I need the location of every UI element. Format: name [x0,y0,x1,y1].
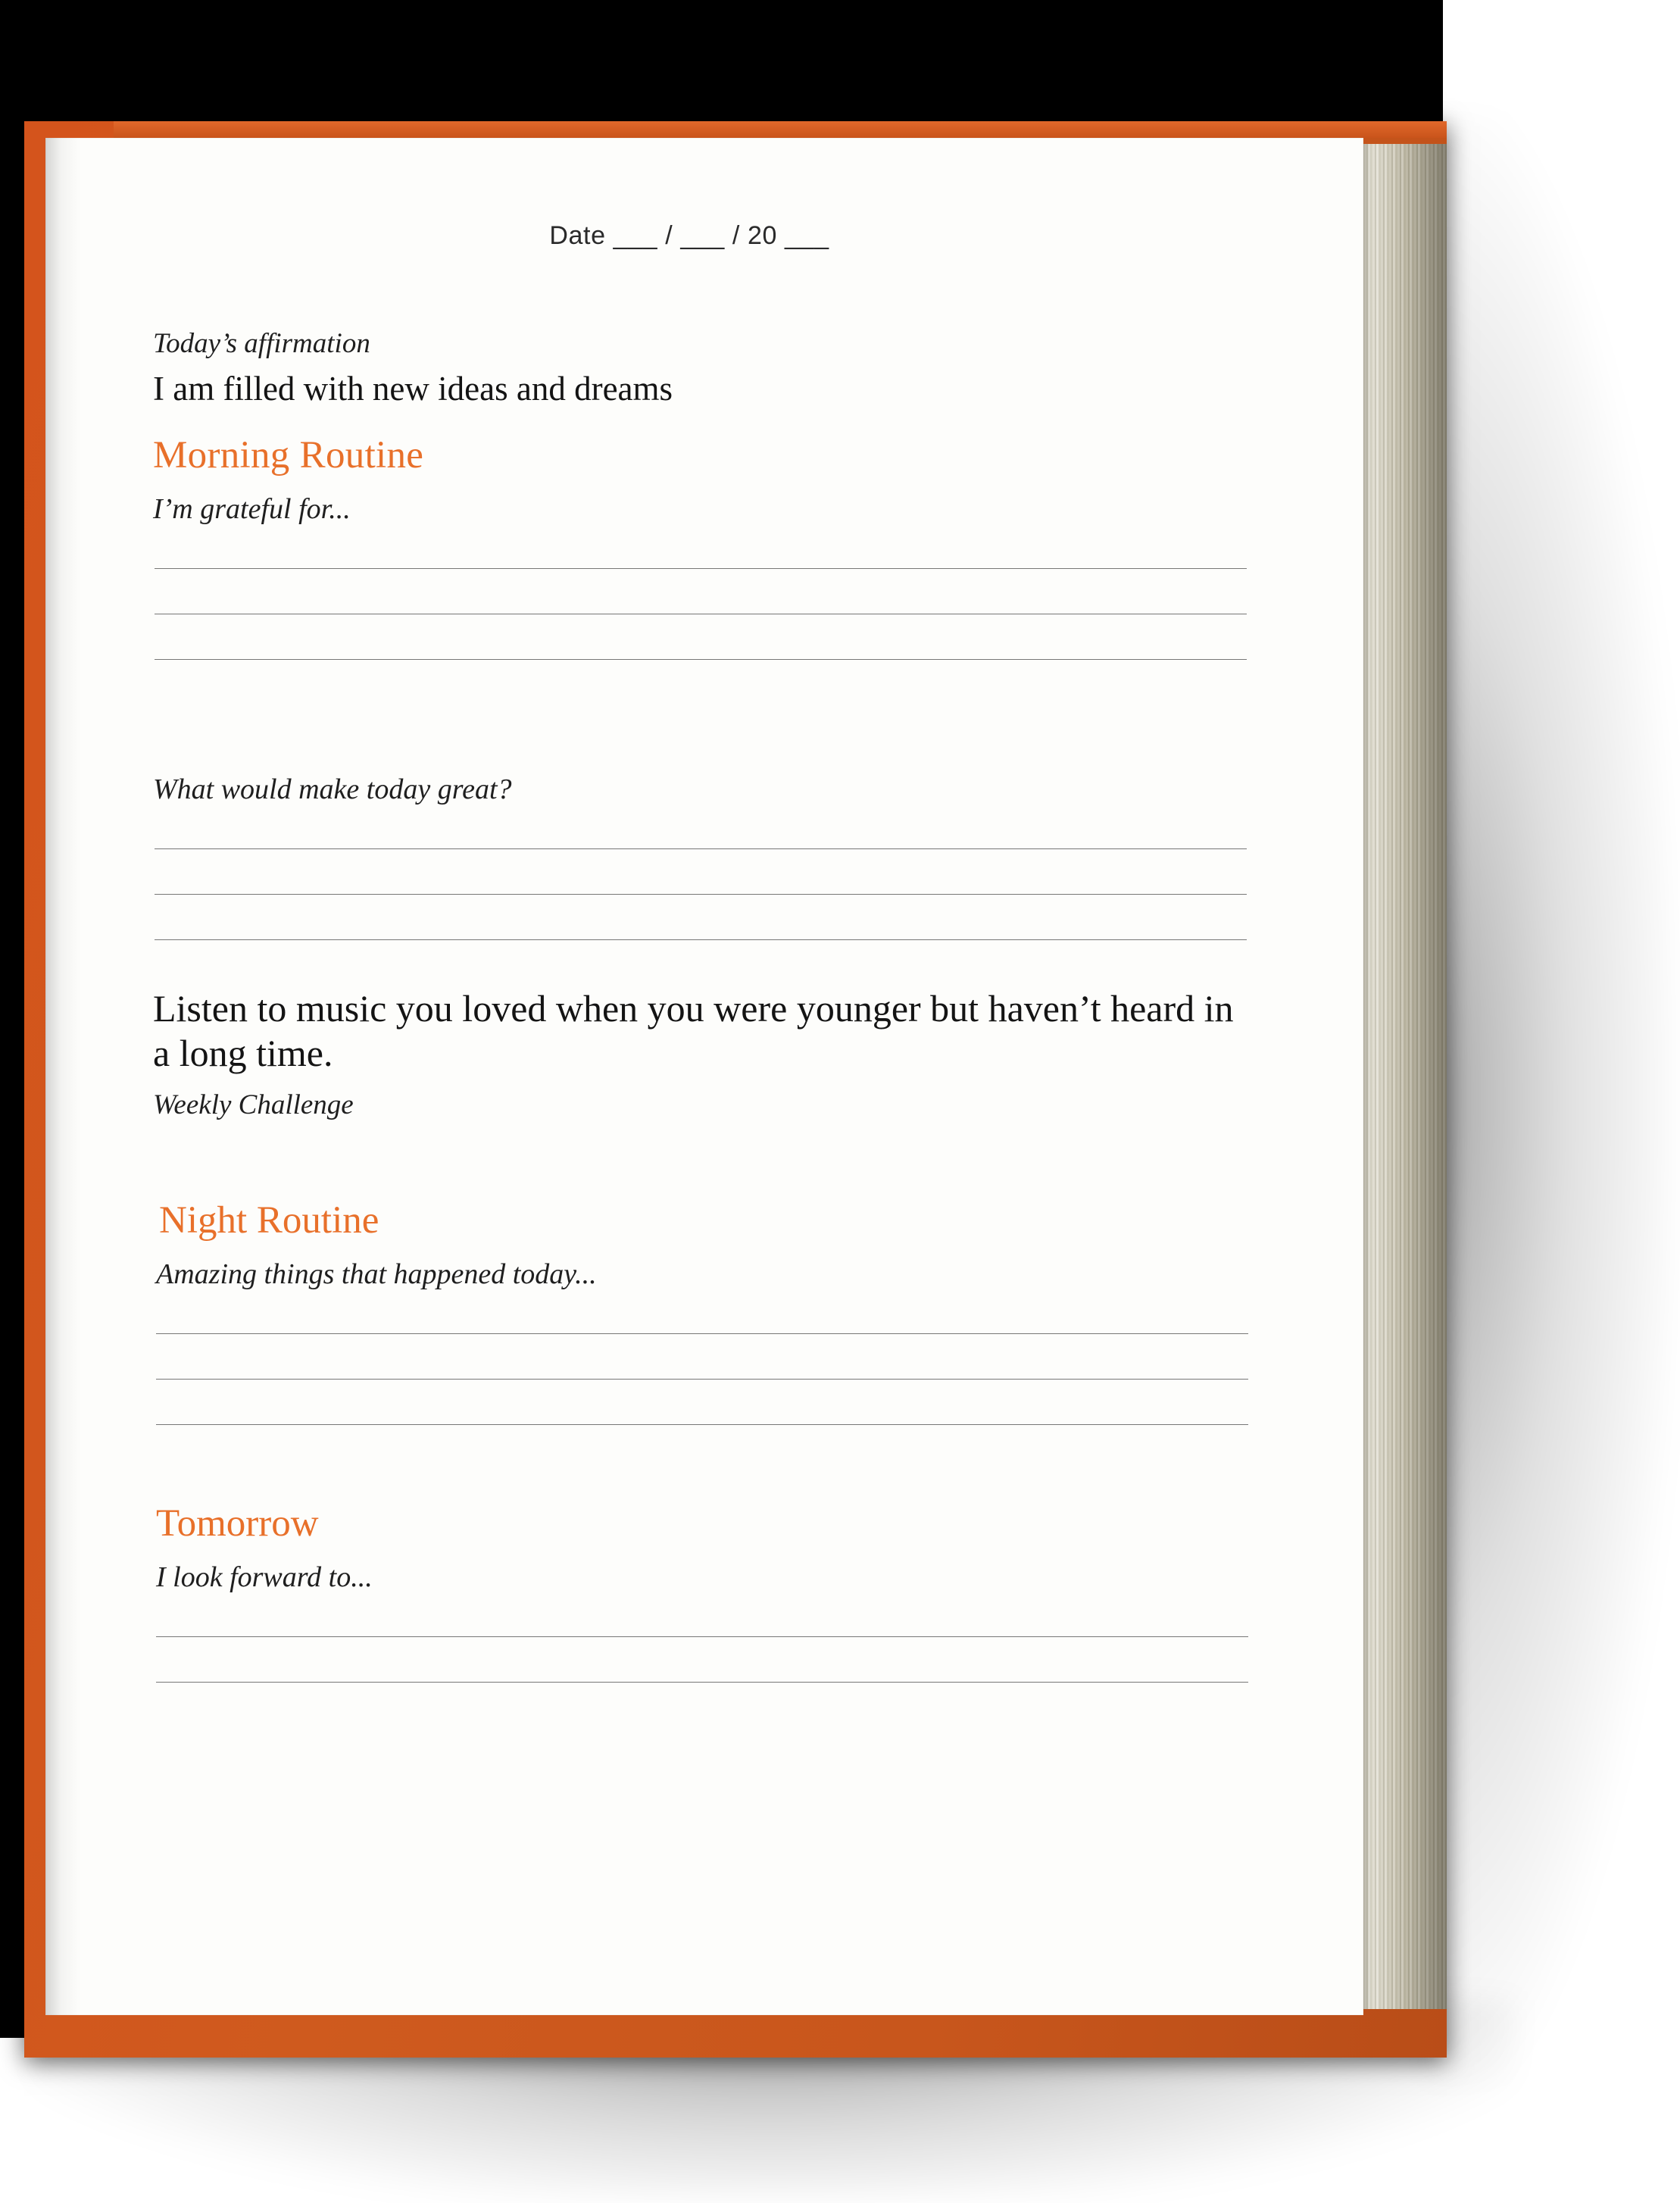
section-title-tomorrow: Tomorrow [156,1502,319,1545]
write-line-tomorrow-2[interactable] [156,1682,1248,1683]
page-content [45,138,1363,2015]
prompt-grateful-for: I’m grateful for... [153,493,351,525]
affirmation-label: Today’s affirmation [153,328,370,359]
section-title-night-routine: Night Routine [159,1199,379,1242]
weekly-challenge-label: Weekly Challenge [153,1089,354,1120]
write-line-great-2[interactable] [155,894,1247,895]
write-line-night-2[interactable] [156,1379,1248,1380]
prompt-amazing-things: Amazing things that happened today... [156,1258,597,1290]
write-line-grateful-3[interactable] [155,659,1247,660]
weekly-challenge-text: Listen to music you loved when you were younger but haven’t heard in a long time. [153,987,1234,1074]
affirmation-text: I am filled with new ideas and dreams [153,370,673,408]
prompt-look-forward-to: I look forward to... [156,1561,373,1593]
write-line-tomorrow-1[interactable] [156,1636,1248,1637]
date-field[interactable]: Date ___ / ___ / 20 ___ [549,221,829,250]
book-drop-shadow-right [1424,114,1674,2083]
write-line-night-1[interactable] [156,1333,1248,1334]
write-line-great-1[interactable] [155,848,1247,849]
page-edge-shading [1356,144,1447,2009]
write-line-grateful-1[interactable] [155,568,1247,569]
prompt-make-today-great: What would make today great? [153,773,512,805]
journal-cover-top-edge [114,121,1447,138]
write-line-night-3[interactable] [156,1424,1248,1425]
section-title-morning-routine: Morning Routine [153,434,424,477]
write-line-great-3[interactable] [155,939,1247,940]
